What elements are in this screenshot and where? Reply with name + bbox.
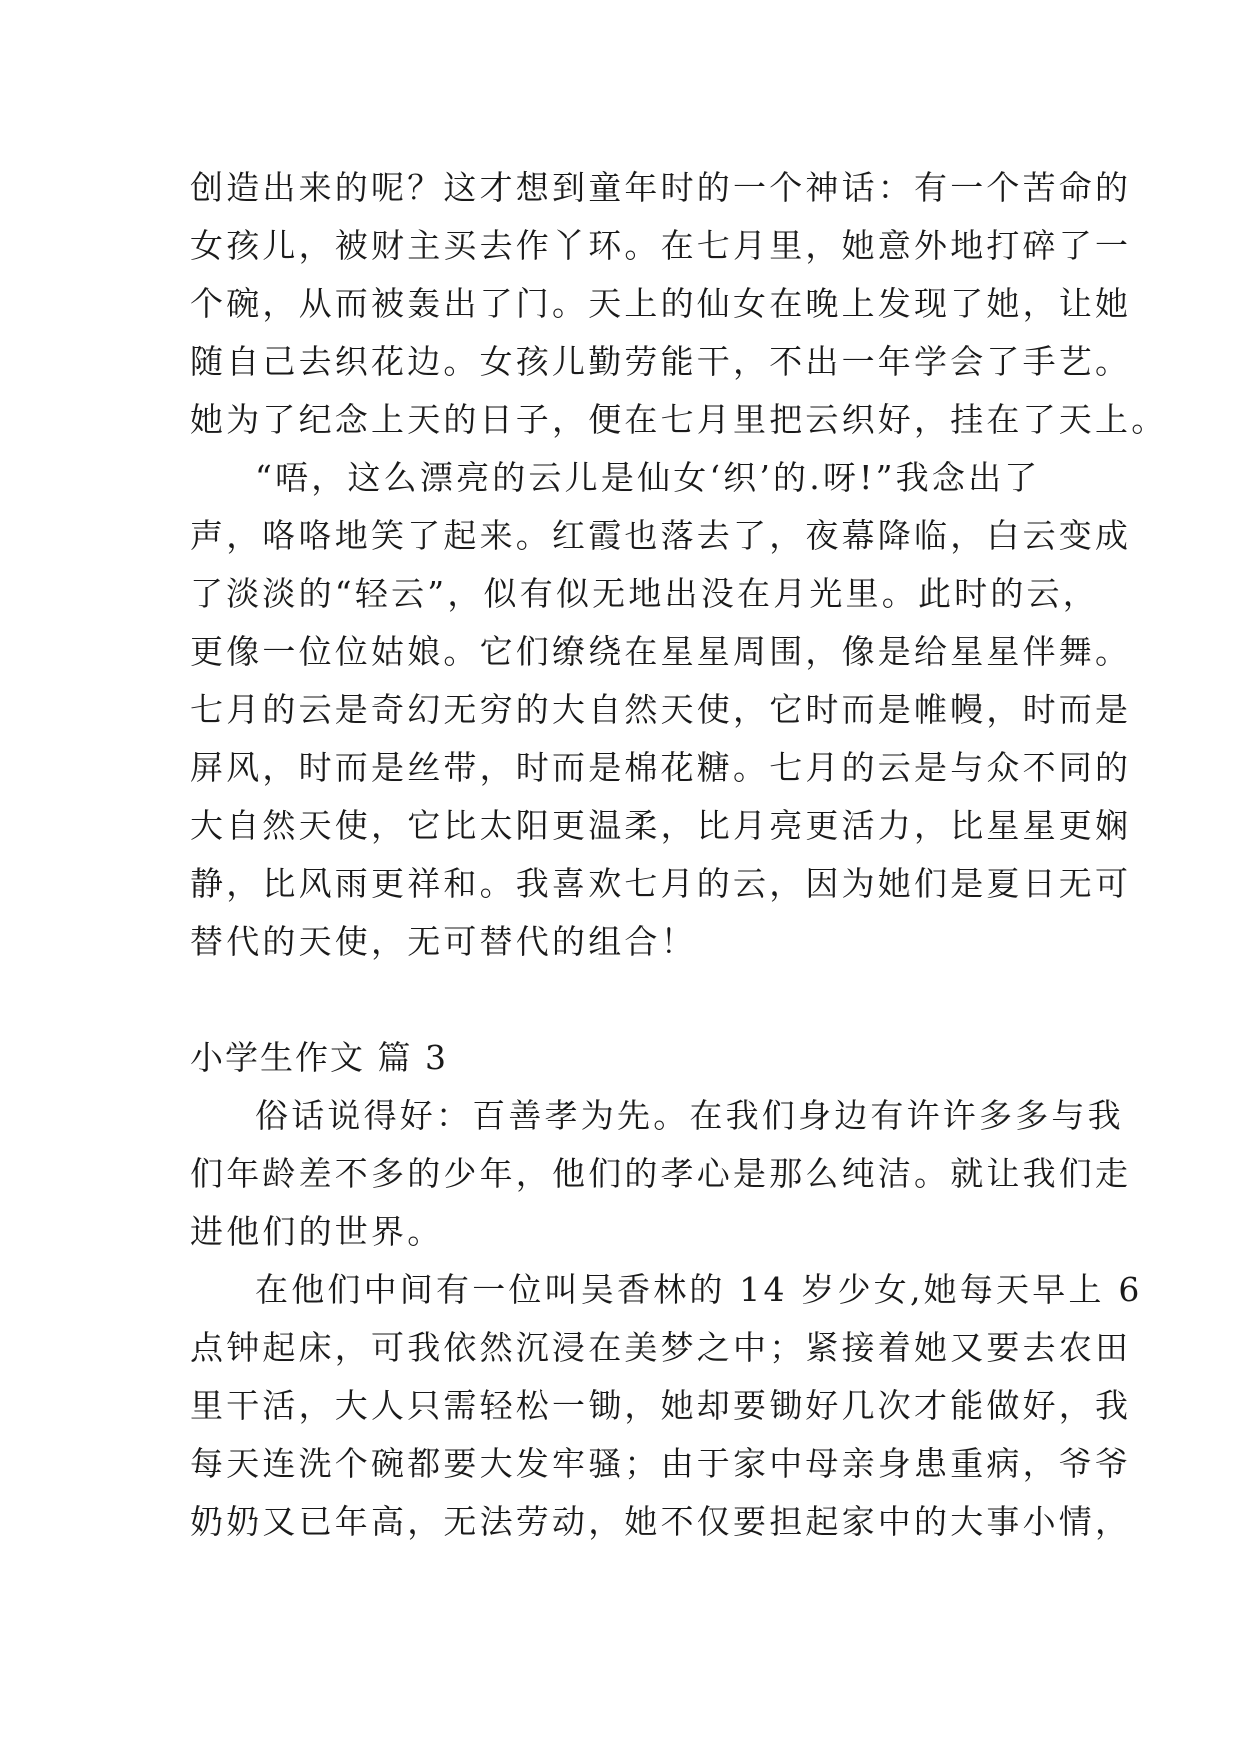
text-line: 声，咯咯地笑了起来。红霞也落去了，夜幕降临，白云变成 (190, 516, 1132, 555)
text-line: 她为了纪念上天的日子，便在七月里把云织好，挂在了天上。 (190, 400, 1168, 439)
text-line: 更像一位位姑娘。它们缭绕在星星周围，像是给星星伴舞。 (190, 632, 1132, 671)
text-line: 里干活，大人只需轻松一锄，她却要锄好几次才能做好，我 (190, 1386, 1132, 1425)
text-line: 随自己去织花边。女孩儿勤劳能干，不出一年学会了手艺。 (190, 342, 1132, 381)
text-line: 大自然天使，它比太阳更温柔，比月亮更活力，比星星更娴 (190, 806, 1132, 845)
text-line: 屏风，时而是丝带，时而是棉花糖。七月的云是与众不同的 (190, 748, 1132, 787)
text-line: 替代的天使，无可替代的组合！ (190, 922, 697, 961)
text-line: 每天连洗个碗都要大发牢骚；由于家中母亲身患重病，爷爷 (190, 1444, 1132, 1483)
paragraph-first-line: 在他们中间有一位叫吴香林的 14 岁少女,她每天早上 6 (255, 1270, 1143, 1309)
paragraph-first-line: 俗话说得好：百善孝为先。在我们身边有许许多多与我 (255, 1096, 1124, 1135)
text-line: 七月的云是奇幻无穷的大自然天使，它时而是帷幔，时而是 (190, 690, 1132, 729)
section-heading: 小学生作文 篇 3 (190, 1038, 448, 1077)
text-line: 女孩儿，被财主买去作丫环。在七月里，她意外地打碎了一 (190, 226, 1132, 265)
text-line: 点钟起床，可我依然沉浸在美梦之中；紧接着她又要去农田 (190, 1328, 1132, 1367)
text-line: 了淡淡的“轻云”，似有似无地出没在月光里。此时的云， (190, 574, 1099, 613)
text-line: 奶奶又已年高，无法劳动，她不仅要担起家中的大事小情， (190, 1502, 1132, 1541)
text-line: 静，比风雨更祥和。我喜欢七月的云，因为她们是夏日无可 (190, 864, 1132, 903)
text-line: 们年龄差不多的少年，他们的孝心是那么纯洁。就让我们走 (190, 1154, 1132, 1193)
text-line: 个碗，从而被轰出了门。天上的仙女在晚上发现了她，让她 (190, 284, 1132, 323)
text-line: 创造出来的呢？这才想到童年时的一个神话：有一个苦命的 (190, 168, 1132, 207)
text-line: 进他们的世界。 (190, 1212, 444, 1251)
paragraph-first-line: “唔，这么漂亮的云儿是仙女‘织’的.呀!”我念出了 (255, 458, 1041, 497)
